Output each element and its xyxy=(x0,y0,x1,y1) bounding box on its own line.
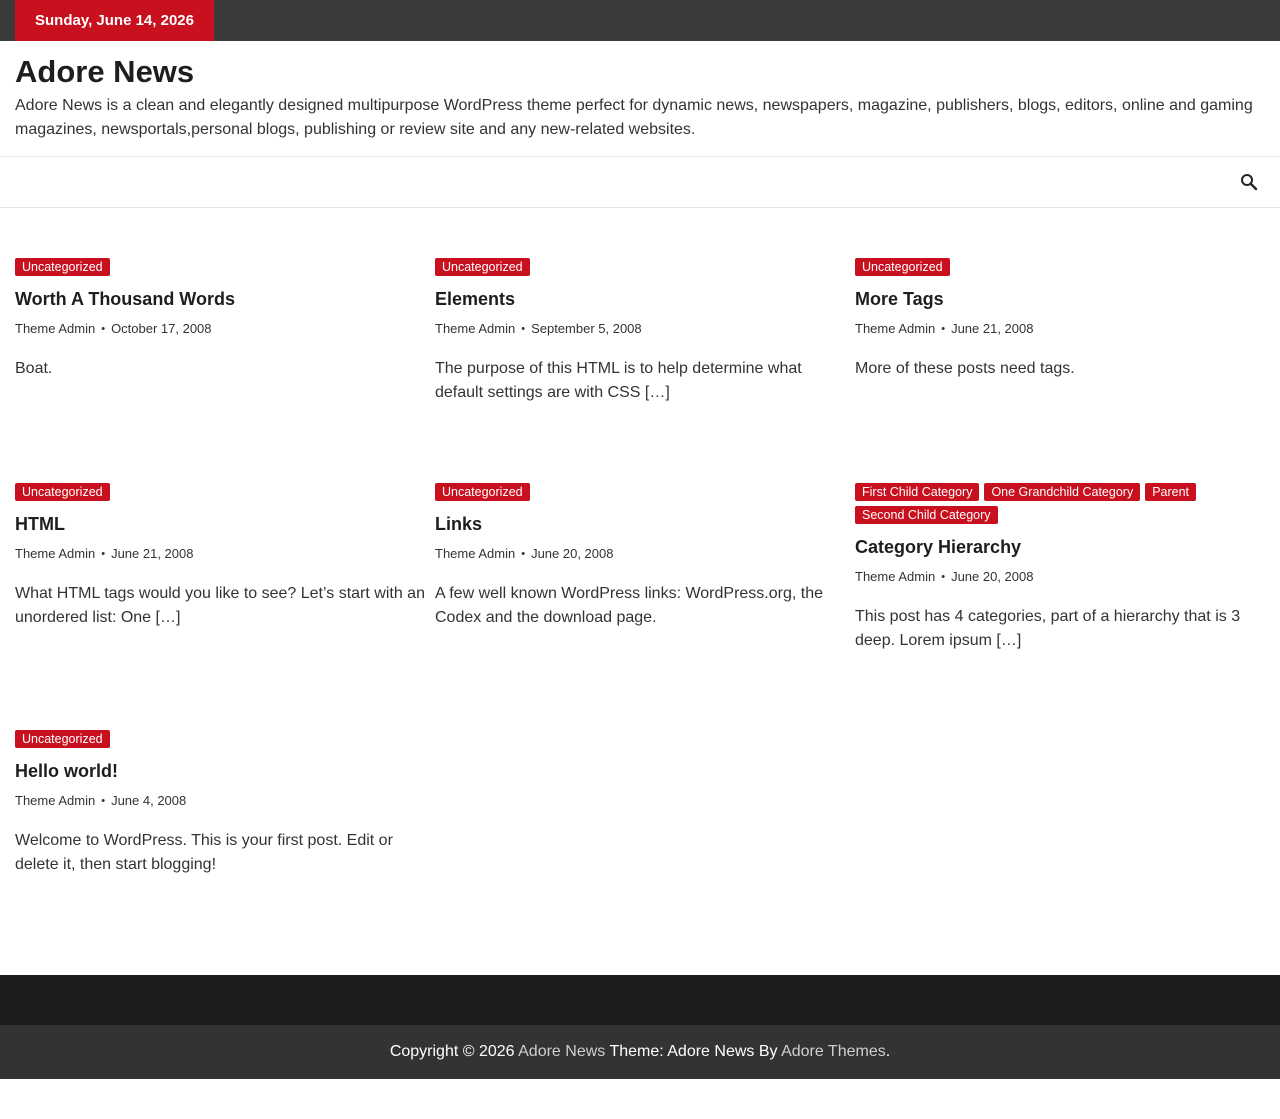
category-badge[interactable]: Uncategorized xyxy=(435,258,530,276)
post-excerpt: Welcome to WordPress. This is your first post. Edit or delete it, then start blogging! xyxy=(15,832,393,873)
post-card xyxy=(855,258,1265,381)
post-title[interactable]: HTML xyxy=(15,514,65,534)
post-card xyxy=(435,258,845,405)
main-navigation xyxy=(0,156,1280,208)
post-excerpt: Boat. xyxy=(15,360,53,377)
post-meta: Theme Admin • June 20, 2008 xyxy=(855,569,1034,584)
post-card xyxy=(435,483,845,630)
footer-period: . xyxy=(885,1043,891,1060)
footer-site-link[interactable]: Adore News xyxy=(518,1043,606,1060)
category-badge[interactable]: Uncategorized xyxy=(15,258,110,276)
post-excerpt: The purpose of this HTML is to help determine what default settings are with CSS […] xyxy=(435,360,802,401)
post-categories xyxy=(435,483,845,501)
post-meta: Theme Admin • June 20, 2008 xyxy=(435,546,614,561)
category-badge[interactable]: Uncategorized xyxy=(435,483,530,501)
post-categories xyxy=(15,483,425,501)
category-badge[interactable]: Uncategorized xyxy=(855,258,950,276)
post-author[interactable]: Theme Admin xyxy=(435,546,516,561)
post-date[interactable]: September 5, 2008 xyxy=(531,321,642,336)
category-badge[interactable]: First Child Category xyxy=(855,483,979,501)
post-meta: Theme Admin • June 21, 2008 xyxy=(855,321,1034,336)
post-categories xyxy=(15,730,425,748)
post-date[interactable]: June 20, 2008 xyxy=(531,546,614,561)
copyright-text: Copyright © 2026 xyxy=(389,1043,515,1060)
site-title[interactable]: Adore News xyxy=(15,54,195,89)
post-categories xyxy=(855,483,1265,524)
post-date[interactable]: June 4, 2008 xyxy=(111,793,187,808)
post-meta: Theme Admin • June 21, 2008 xyxy=(15,546,194,561)
post-title[interactable]: Links xyxy=(435,514,483,534)
post-title[interactable]: Elements xyxy=(435,289,516,309)
post-card xyxy=(15,730,425,877)
post-title[interactable]: Category Hierarchy xyxy=(855,537,1022,557)
post-author[interactable]: Theme Admin xyxy=(15,546,96,561)
post-categories xyxy=(15,258,425,276)
category-badge[interactable]: Uncategorized xyxy=(15,730,110,748)
post-excerpt: What HTML tags would you like to see? Let’s start with an unordered list: One […] xyxy=(15,585,425,626)
post-date[interactable]: October 17, 2008 xyxy=(111,321,212,336)
category-badge[interactable]: Parent xyxy=(1145,483,1196,501)
current-date: Sunday, June 14, 2026 xyxy=(15,0,214,41)
category-badge[interactable]: Second Child Category xyxy=(855,506,998,524)
category-badge[interactable]: Uncategorized xyxy=(15,483,110,501)
post-categories xyxy=(855,258,1265,276)
theme-credit-text: Theme: Adore News By xyxy=(609,1043,778,1060)
search-icon xyxy=(1240,173,1258,191)
footer-theme-link[interactable]: Adore Themes xyxy=(781,1043,886,1060)
post-author[interactable]: Theme Admin xyxy=(855,321,936,336)
post-title[interactable]: Worth A Thousand Words xyxy=(15,289,235,309)
post-meta: Theme Admin • October 17, 2008 xyxy=(15,321,212,336)
category-badge[interactable]: One Grandchild Category xyxy=(984,483,1140,501)
top-bar xyxy=(0,0,1280,41)
post-date[interactable]: June 20, 2008 xyxy=(951,569,1034,584)
post-author[interactable]: Theme Admin xyxy=(15,793,96,808)
search-button[interactable] xyxy=(1240,173,1258,191)
post-title[interactable]: More Tags xyxy=(855,289,944,309)
post-excerpt: A few well known WordPress links: WordPress.org, the Codex and the download page. xyxy=(435,585,823,626)
post-meta: Theme Admin • September 5, 2008 xyxy=(435,321,642,336)
footer-widgets xyxy=(0,975,1280,1025)
post-date[interactable]: June 21, 2008 xyxy=(111,546,194,561)
post-date[interactable]: June 21, 2008 xyxy=(951,321,1034,336)
post-author[interactable]: Theme Admin xyxy=(435,321,516,336)
post-excerpt: More of these posts need tags. xyxy=(855,360,1075,377)
post-author[interactable]: Theme Admin xyxy=(15,321,96,336)
post-excerpt: This post has 4 categories, part of a hierarchy that is 3 deep. Lorem ipsum […] xyxy=(855,608,1241,649)
post-title[interactable]: Hello world! xyxy=(15,761,118,781)
post-meta: Theme Admin • June 4, 2008 xyxy=(15,793,187,808)
post-card xyxy=(15,258,425,381)
post-card xyxy=(855,483,1265,653)
site-info xyxy=(0,1025,1280,1079)
site-description: Adore News is a clean and elegantly designed multipurpose WordPress theme perfect for dynamic news, newspapers, magazine, publishers, blogs, editors, online and gaming magazines, newsportals,personal blogs, publishing or review site and any new-related websites. xyxy=(15,97,1253,138)
site-branding xyxy=(15,52,1265,142)
post-card xyxy=(15,483,425,630)
post-author[interactable]: Theme Admin xyxy=(855,569,936,584)
post-categories xyxy=(435,258,845,276)
